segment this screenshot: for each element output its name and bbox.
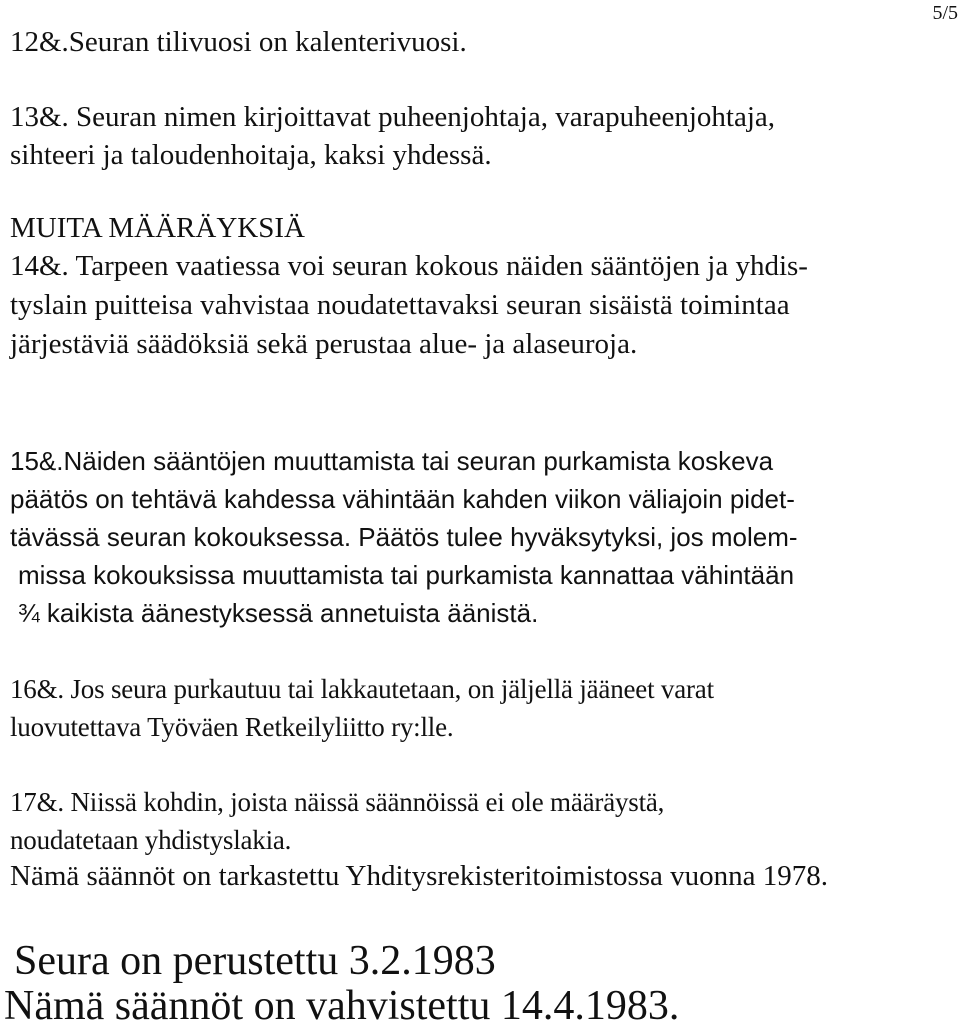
section-14-line-1: 14&. Tarpeen vaatiessa voi seuran kokous näiden sääntöjen ja yhdis- bbox=[10, 250, 808, 282]
section-15-line-3: tävässä seuran kokouksessa. Päätös tulee hyväksytyksi, jos molem- bbox=[10, 522, 798, 552]
section-15-line-2: päätös on tehtävä kahdessa vähintään kahden viikon väliajoin pidet- bbox=[10, 484, 795, 514]
section-17-line-2: noudatetaan yhdistyslakia. bbox=[10, 825, 292, 855]
section-15-line-5: ¾ kaikista äänestyksessä annetuista äänistä. bbox=[18, 598, 539, 628]
section-12-line-1: 12&.Seuran tilivuosi on kalenterivuosi. bbox=[10, 26, 467, 58]
section-13-line-2: sihteeri ja taloudenhoitaja, kaksi yhdessä. bbox=[10, 139, 492, 171]
section-14-line-2: tyslain puitteisa vahvistaa noudatettavaksi seuran sisäistä toimintaa bbox=[10, 289, 790, 321]
section-14-line-3: järjestäviä säädöksiä sekä perustaa alue- ja alaseuroja. bbox=[10, 328, 638, 360]
section-17-line-1: 17&. Niissä kohdin, joista näissä säännöissä ei ole määräystä, bbox=[10, 787, 665, 817]
section-15-line-4: missa kokouksissa muuttamista tai purkamista kannattaa vähintään bbox=[18, 560, 795, 590]
founded-date-line: Seura on perustettu 3.2.1983 bbox=[14, 938, 496, 984]
section-15-line-1: 15&.Näiden sääntöjen muuttamista tai seuran purkamista koskeva bbox=[10, 446, 774, 476]
section-heading: MUITA MÄÄRÄYKSIÄ bbox=[10, 212, 305, 244]
confirmed-date-line: Nämä säännöt on vahvistettu 14.4.1983. bbox=[4, 983, 680, 1029]
section-16-line-1: 16&. Jos seura purkautuu tai lakkautetaan, on jäljellä jääneet varat bbox=[10, 674, 714, 704]
section-13-line-1: 13&. Seuran nimen kirjoittavat puheenjohtaja, varapuheenjohtaja, bbox=[10, 101, 776, 133]
section-16-line-2: luovutettava Työväen Retkeilyliitto ry:lle. bbox=[10, 712, 454, 742]
page-number: 5/5 bbox=[932, 2, 958, 24]
checked-note: Nämä säännöt on tarkastettu Yhditysrekisteritoimistossa vuonna 1978. bbox=[10, 860, 829, 892]
